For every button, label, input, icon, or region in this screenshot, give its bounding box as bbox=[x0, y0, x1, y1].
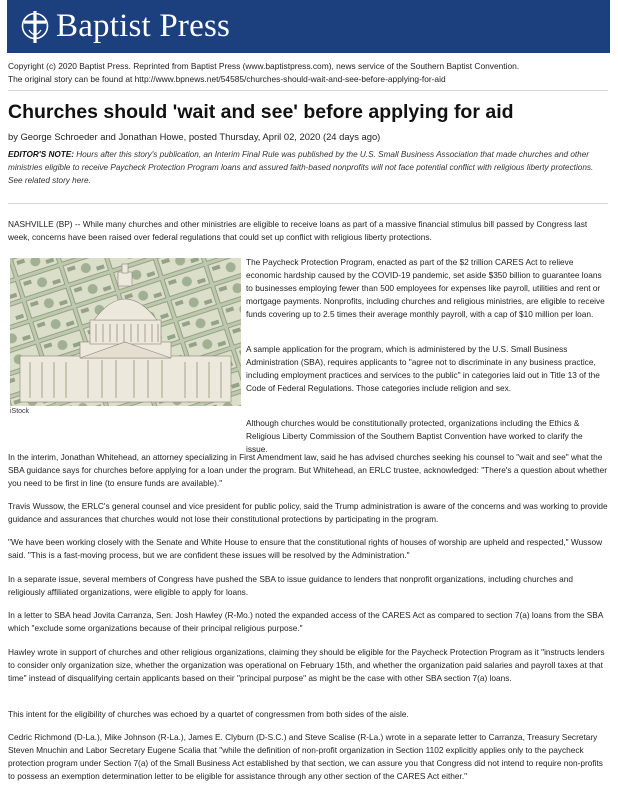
article-paragraph: In a separate issue, several members of Congress have pushed the SBA to issue guidance to lenders that nonprofit organizations, including churches and religiously affiliated organizations, were eligible to apply for loans. bbox=[8, 574, 573, 597]
article-paragraph: A sample application for the program, which is administered by the U.S. Small Business Administration (SBA), requires applicants to "agree not to discriminate in any business practice, including employment practices and services to the public" in categories laid out in Title 13 of the Code of Federal Regulations. Those categories include religion and sex. bbox=[246, 344, 600, 393]
cross-emblem-icon bbox=[20, 9, 50, 45]
divider bbox=[8, 203, 608, 204]
article-paragraph: In the interim, Jonathan Whitehead, an attorney specializing in First Amendment law, said he has advised churches seeking his counsel to "wait and see" what the SBA guidance says for churches before applying for a loan under the program. But Whitehead, an ERLC trustee, acknowledged: "There's a question about whether you need to be first in line (to ensure funds are available)." bbox=[8, 452, 608, 488]
divider bbox=[8, 90, 608, 91]
article-paragraph: Hawley wrote in support of churches and other religious organizations, claiming they should be eligible for the Paycheck Protection Program as it "instructs lenders to consider only organization size, whether the organization was operational on February 15th, and whether the organization paid salaries and payroll taxes at that time" instead of disqualifying certain applicants based on their "principal purpose" as might be the case with other SBA section 7(a) loans. bbox=[8, 647, 605, 683]
article-paragraph: Although churches would be constitutionally protected, organizations including the Ethics & Religious Liberty Commission of the Southern Baptist Convention have worked to clarify the issue. bbox=[246, 418, 583, 454]
article-paragraph: Travis Wussow, the ERLC's general counsel and vice president for public policy, said the Trump administration is aware of the concerns and was working to provide guidance and assurances that churches would not lose their constitutional protections by participating in the program. bbox=[8, 501, 608, 524]
article-paragraph: This intent for the eligibility of churches was echoed by a quartet of congressmen from both sides of the aisle. bbox=[8, 709, 409, 719]
article-paragraph: NASHVILLE (BP) -- While many churches and other ministries are eligible to receive loans as part of a massive financial stimulus bill passed by Congress last week, concerns have been raised over federal regulations that could set up conflict with religious liberty protections. bbox=[8, 219, 588, 242]
copyright-line: Copyright (c) 2020 Baptist Press. Reprinted from Baptist Press (www.baptistpress.com), news service of the Southern Baptist Convention. bbox=[8, 61, 520, 71]
masthead-banner[interactable] bbox=[7, 0, 610, 53]
brand-name: Baptist Press bbox=[56, 8, 231, 44]
article-byline: by George Schroeder and Jonathan Howe, posted Thursday, April 02, 2020 (24 days ago) bbox=[8, 131, 381, 142]
original-story-line[interactable]: The original story can be found at http://www.bpnews.net/54585/churches-should-wait-and-see-before-applying-for-aid bbox=[8, 74, 446, 84]
article-paragraph: Cedric Richmond (D-La.), Mike Johnson (R-La.), James E. Clyburn (D-S.C.) and Steve Scalise (R-La.) wrote in a separate letter to Carranza, Treasury Secretary Steven Mnuchin and Labor Secretary Eugene Scalia that "while the definition of non-profit organization in Section 1102 explicitly applies only to the paycheck protection program under Section 7(a) of the Small Business Act established by that section, we can assure you that Congress did not intend to require non-profits to possess an exemption determination letter to be eligible for assistance through any other section of the CARES Act either." bbox=[8, 732, 603, 781]
capitol-money-photo bbox=[10, 258, 241, 406]
article-headline: Churches should 'wait and see' before applying for aid bbox=[8, 101, 514, 123]
editor-note-label: EDITOR'S NOTE: bbox=[8, 150, 74, 159]
article-paragraph: In a letter to SBA head Jovita Carranza, Sen. Josh Hawley (R-Mo.) noted the expanded access of the CARES Act as compared to section 7(a) loans from the SBA which "exclude some organizations because of their principal religious purpose." bbox=[8, 610, 603, 633]
article-paragraph: "We have been working closely with the Senate and White House to ensure that the constitutional rights of houses of worship are upheld and respected," Wussow said. "This is a fast-moving process, but we are confident these issues will be resolved by the Administration." bbox=[8, 537, 603, 560]
editor-note-text: Hours after this story's publication, an Interim Final Rule was published by the U.S. Small Business Association that made churches and other ministries eligible to receive Paycheck Protection Program loans and assured faith-based nonprofits will not face potential conflict with religious liberty protections. See related story here. bbox=[8, 150, 594, 185]
copyright-notice bbox=[8, 60, 608, 86]
article-paragraph: The Paycheck Protection Program, enacted as part of the $2 trillion CARES Act to relieve economic hardship caused by the COVID-19 pandemic, set aside $350 billion to guarantee loans to businesses employing fewer than 500 employees for expenses like payroll, utilities and rent or mortgage payments. Nonprofits, including churches and religious ministries, are eligible to receive funds covering up to 2.5 times their average monthly payroll, with a cap of $10 million per loan. bbox=[246, 257, 605, 319]
photo-credit: iStock bbox=[10, 408, 30, 415]
editor-note bbox=[8, 148, 608, 187]
